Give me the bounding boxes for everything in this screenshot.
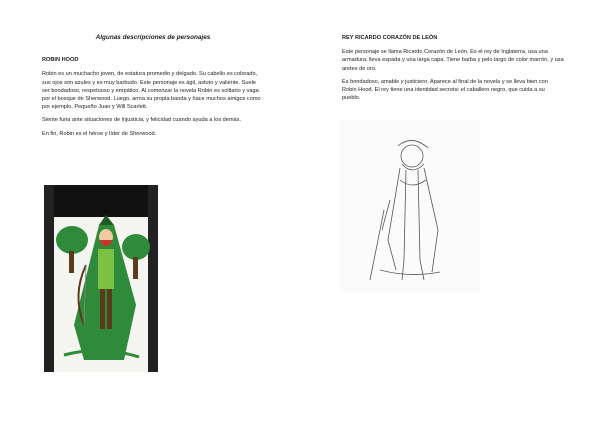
robin-hood-heading: ROBIN HOOD [42,57,79,64]
page-title: Algunas descripciones de personajes [95,34,211,41]
king-paragraph-2: Es bondadoso, amable y justiciero. Aparece al final de la novela y se lleva bien con Robin Hood. El rey tiene una identidad secreta: el caballero negro, que cuida a su pueblo. [342,78,548,102]
right-column [342,34,564,107]
robin-paragraph-1: Robin es un muchacho joven, de estatura promedio y delgado. Su cabello es colorado, sus ojos son azules y es muy barbudo. Este personaje es ágil, astuto y valiente. Suele ser bondadoso, respetuoso y empático. Al comenzar la novela Robin es solitario y vaga por el bosque de Sherwood. Luego, arma su propia banda y hace muchos amigos como por ejemplo, Pequeño Juan y Will Scarlett. [42,71,261,111]
left-column [42,34,264,143]
robin-hood-drawing [44,185,158,372]
robin-paragraph-2: Siente furia ante situaciones de injusticia, y felicidad cuando ayuda a los demás. [42,117,242,124]
king-richard-drawing [340,120,480,292]
king-paragraph-1: Este personaje se llama Ricardo Corazón de León. Es el rey de Inglaterra, usa una armadura, lleva espada y una larga capa. Tiene barba y pelo largo de color marrón, y usa aretes de oro. [342,49,564,72]
robin-paragraph-3: En fin, Robin es el héroe y líder de Sherwood. [42,130,157,137]
king-richard-heading: REY RICARDO CORAZÓN DE LEÓN [342,35,438,41]
